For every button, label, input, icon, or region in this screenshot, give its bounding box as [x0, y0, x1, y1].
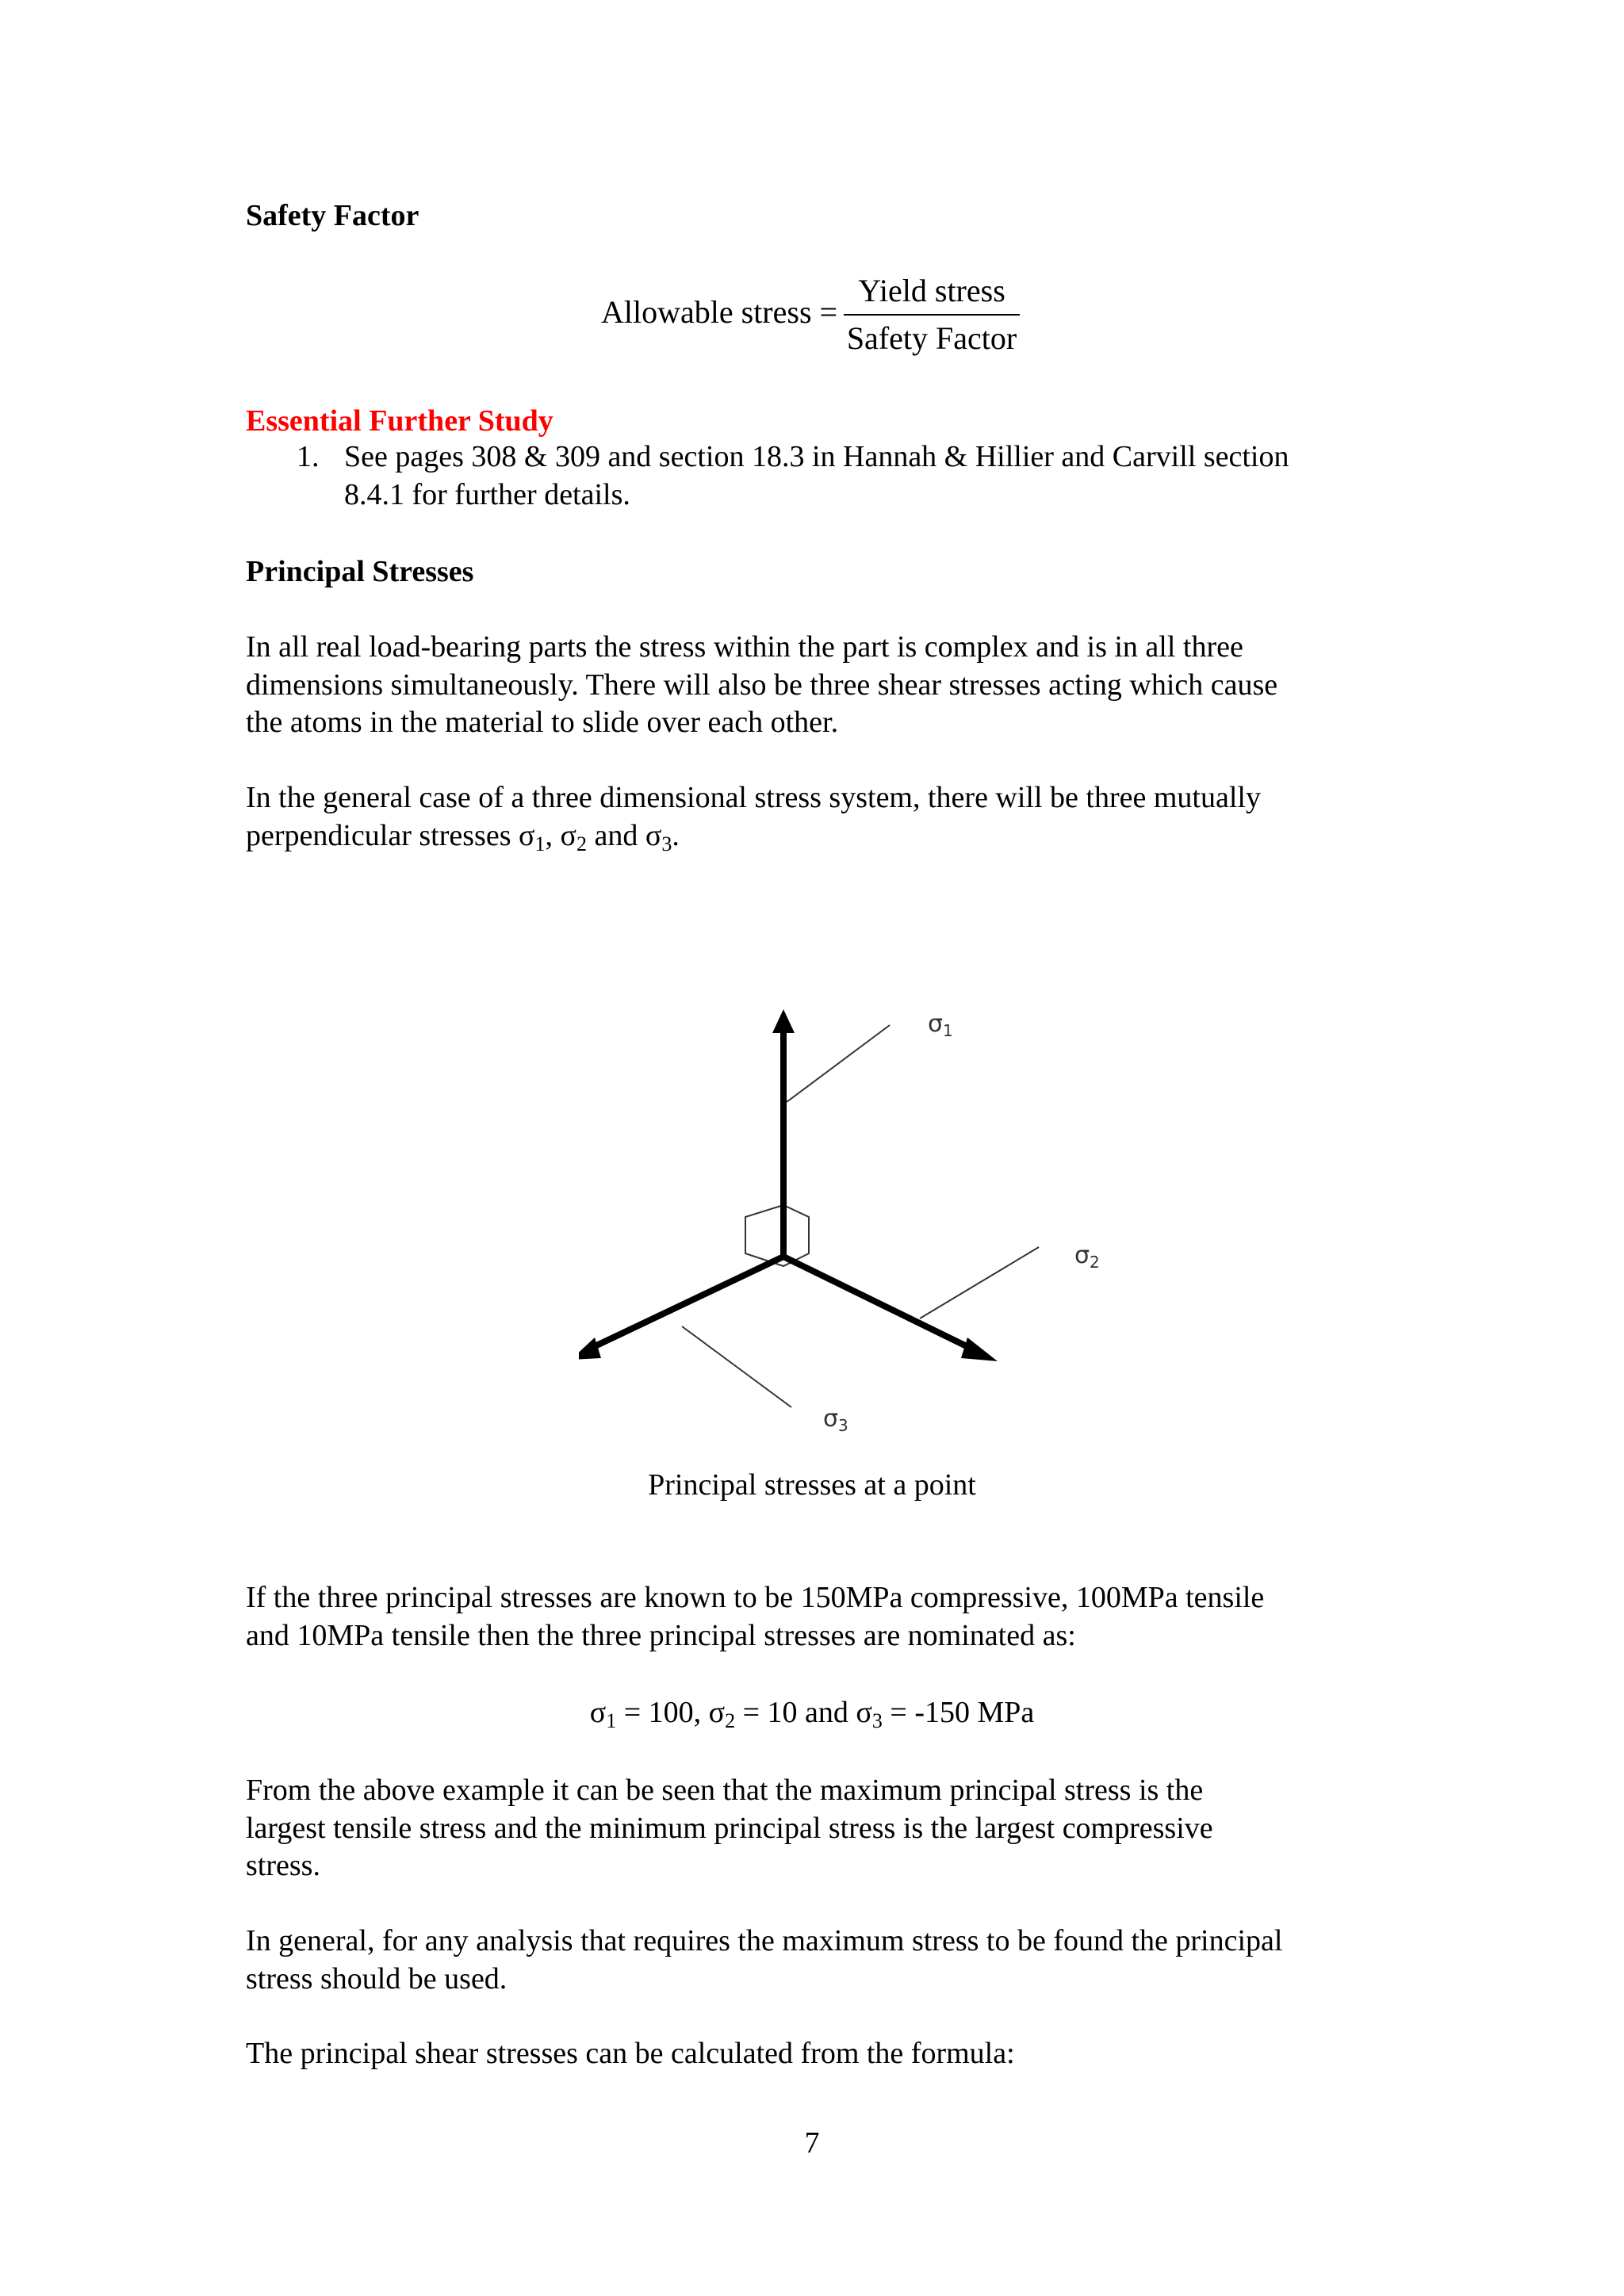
text-line: stress. [246, 1849, 320, 1882]
text-line: The principal shear stresses can be calculated from the formula: [246, 2037, 1015, 2070]
text-line: In general, for any analysis that requires the maximum stress to be found the principal [246, 1924, 1283, 1957]
formula-fraction [844, 268, 1020, 362]
formula-numerator: Yield stress [858, 273, 1005, 308]
observation-paragraph-3 [246, 2035, 1380, 2073]
text-line: In all real load-bearing parts the stress within the part is complex and is in all three [246, 630, 1243, 664]
text-line: dimensions simultaneously. There will also be three shear stresses acting which cause [246, 668, 1278, 702]
further-study-heading: Essential Further Study [246, 404, 553, 438]
principal-stress-diagram [579, 995, 1134, 1447]
principal-stresses-heading: Principal Stresses [246, 555, 474, 588]
text-line: In the general case of a three dimensional stress system, there will be three mutually [246, 781, 1261, 814]
principal-paragraph-2 [246, 779, 1380, 855]
sigma2-axis [783, 1257, 971, 1349]
sigma3-axis [590, 1257, 783, 1349]
principal-values-equation: $\sigma_1 = 100$, $\sigma_2 = 10$ and $\sigma_3 = -150$ MPa [589, 1696, 1035, 1732]
sigma3-label: $\sigma_3$ [823, 1405, 848, 1435]
diagram-caption: Principal stresses at a point [648, 1468, 976, 1502]
observation-paragraph-2 [246, 1923, 1380, 1998]
list-item-line-1: See pages 308 & 309 and section 18.3 in Hannah & Hillier and Carvill section [344, 440, 1289, 473]
sigma3-arrowhead [579, 1337, 601, 1360]
formula-lhs: Allowable stress = [601, 294, 838, 330]
text-line: stress should be used. [246, 1961, 508, 1996]
formula-denominator: Safety Factor [846, 320, 1017, 356]
sigma1-label: $\sigma_1$ [928, 1010, 953, 1040]
sigma3-leader-line [682, 1326, 791, 1407]
example-paragraph [246, 1579, 1380, 1655]
text-line: perpendicular stresses $\sigma_1$, $\sigma_2$ and $\sigma_3$. [246, 818, 680, 855]
list-item-number: 1. [297, 440, 320, 473]
sigma2-leader-line [920, 1247, 1039, 1318]
sigma1-arrowhead [772, 1009, 795, 1033]
text-line: If the three principal stresses are known to be 150MPa compressive, 100MPa tensile [246, 1581, 1265, 1614]
list-item-line-2: 8.4.1 for further details. [344, 477, 630, 511]
text-line: and 10MPa tensile then the three principal stresses are nominated as: [246, 1618, 1076, 1652]
principal-paragraph-1 [246, 629, 1380, 742]
sigma2-label: $\sigma_2$ [1074, 1242, 1100, 1272]
text-line: From the above example it can be seen that the maximum principal stress is the [246, 1774, 1204, 1807]
sigma2-arrowhead [961, 1337, 998, 1361]
page-number: 7 [804, 2126, 820, 2160]
sigma1-leader-line [787, 1025, 890, 1102]
safety-factor-heading: Safety Factor [246, 199, 419, 232]
observation-paragraph-1 [246, 1772, 1380, 1885]
text-line: the atoms in the material to slide over each other. [246, 706, 839, 739]
text-line: largest tensile stress and the minimum principal stress is the largest compressive [246, 1811, 1213, 1845]
